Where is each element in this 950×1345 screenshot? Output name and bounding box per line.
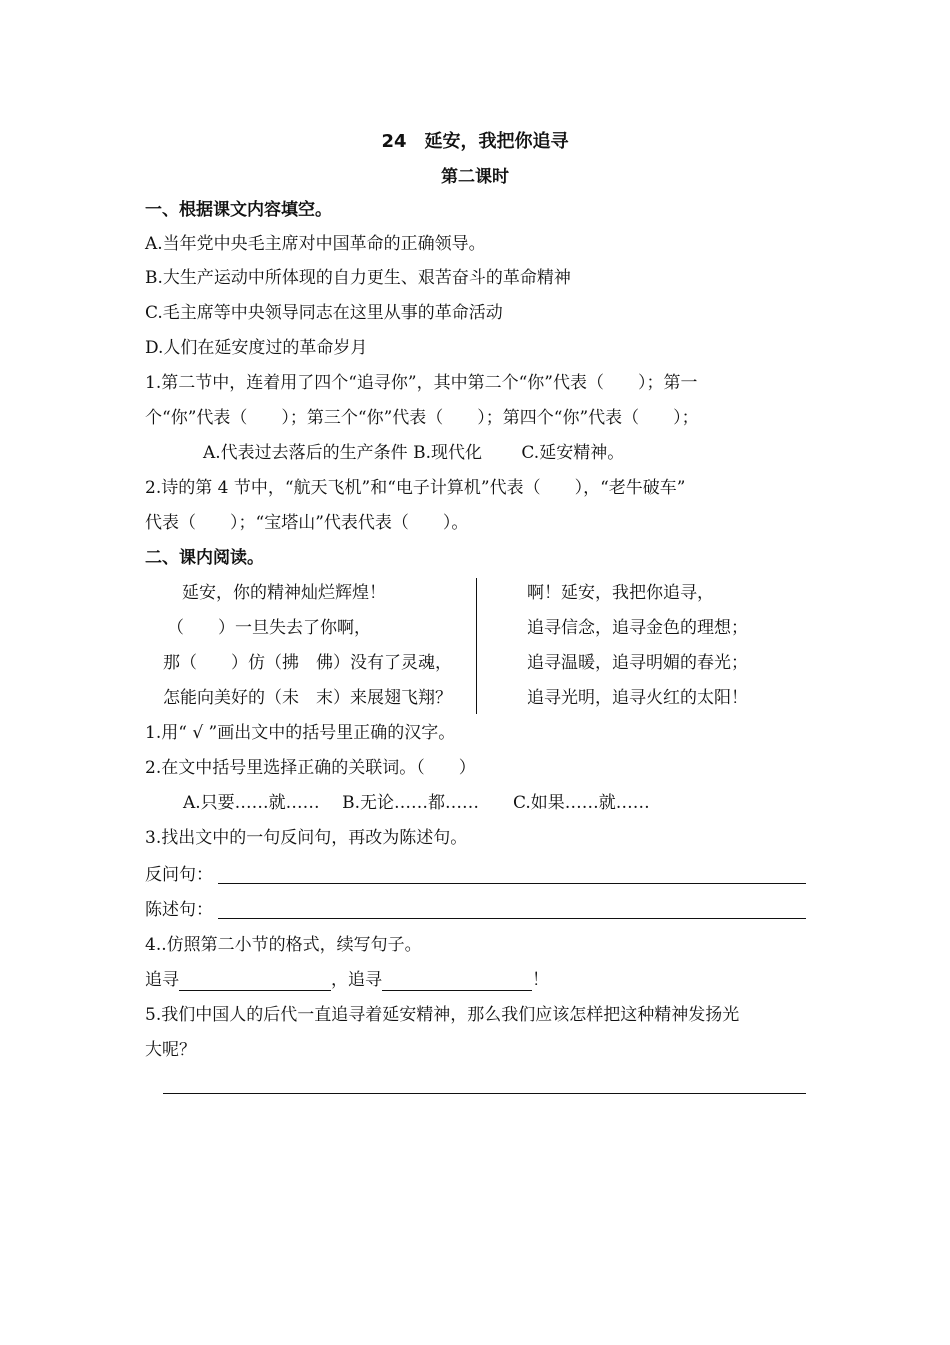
section1-heading: 一、根据课文内容填空。 bbox=[145, 200, 332, 220]
q2-line1: 2.诗的第 4 节中，“航天飞机”和“电子计算机”代表（ ），“老牛破车” bbox=[145, 478, 686, 498]
q4-answer-row bbox=[145, 969, 549, 991]
declarative-label: 陈述句： bbox=[145, 900, 213, 920]
rhetorical-label: 反问句： bbox=[145, 865, 213, 885]
poem-left-line: 延安，你的精神灿烂辉煌！ bbox=[182, 583, 386, 603]
reading-q5-line1: 5.我们中国人的后代一直追寻着延安精神，那么我们应该怎样把这种精神发扬光 bbox=[145, 1005, 740, 1025]
rhetorical-answer-line[interactable] bbox=[218, 883, 806, 884]
poem-right-line: 啊！延安，我把你追寻， bbox=[527, 583, 714, 603]
poem-right-line: 追寻信念，追寻金色的理想； bbox=[527, 618, 748, 638]
reading-q2: 2.在文中括号里选择正确的关联词。（ ） bbox=[145, 758, 476, 778]
option-a: A.当年党中央毛主席对中国革命的正确领导。 bbox=[145, 234, 486, 254]
section2-heading: 二、课内阅读。 bbox=[145, 548, 264, 568]
page-title: 24 延安，我把你追寻 bbox=[381, 131, 569, 152]
reading-q3: 3.找出文中的一句反问句，再改为陈述句。 bbox=[145, 828, 468, 848]
q4-blank-1[interactable] bbox=[179, 972, 331, 991]
option-b: B.大生产运动中所体现的自力更生、艰苦奋斗的革命精神 bbox=[145, 268, 571, 288]
poem-left-line: （ ）一旦失去了你啊， bbox=[167, 618, 371, 638]
reading-q4: 4..仿照第二小节的格式，续写句子。 bbox=[145, 935, 422, 955]
option-c: C.毛主席等中央领导同志在这里从事的革命活动 bbox=[145, 303, 503, 323]
reading-q5-line2: 大呢？ bbox=[145, 1040, 196, 1060]
reading-q1: 1.用“ √ ”画出文中的括号里正确的汉字。 bbox=[145, 723, 456, 743]
q1-choices: A.代表过去落后的生产条件 B.现代化 C.延安精神。 bbox=[203, 443, 625, 463]
q4-prefix: 追寻 bbox=[145, 970, 179, 990]
q1-line1: 1.第二节中，连着用了四个“追寻你”，其中第二个“你”代表（ ）；第一 bbox=[145, 373, 698, 393]
declarative-answer-line[interactable] bbox=[218, 918, 806, 919]
page-subtitle: 第二课时 bbox=[441, 167, 509, 187]
poem-left-line: 那（ ）仿（拂 佛）没有了灵魂， bbox=[163, 653, 452, 673]
q4-middle: ，追寻 bbox=[331, 970, 382, 990]
poem-right-line: 追寻温暖，追寻明媚的春光； bbox=[527, 653, 748, 673]
q4-end: ！ bbox=[532, 970, 549, 990]
poem-left-line: 怎能向美好的（未 末）来展翅飞翔？ bbox=[163, 688, 452, 708]
q1-line2: 个“你”代表（ ）；第三个“你”代表（ ）；第四个“你”代表（ ）； bbox=[145, 408, 699, 428]
option-d: D.人们在延安度过的革命岁月 bbox=[145, 338, 368, 358]
poem-divider bbox=[476, 578, 477, 714]
q2-line2: 代表（ ）；“宝塔山”代表代表（ ）。 bbox=[145, 513, 469, 533]
reading-q2-choices: A.只要……就…… B.无论……都…… C.如果……就…… bbox=[183, 793, 650, 813]
q4-blank-2[interactable] bbox=[382, 972, 532, 991]
q5-answer-line[interactable] bbox=[163, 1093, 806, 1094]
poem-right-line: 追寻光明，追寻火红的太阳！ bbox=[527, 688, 748, 708]
